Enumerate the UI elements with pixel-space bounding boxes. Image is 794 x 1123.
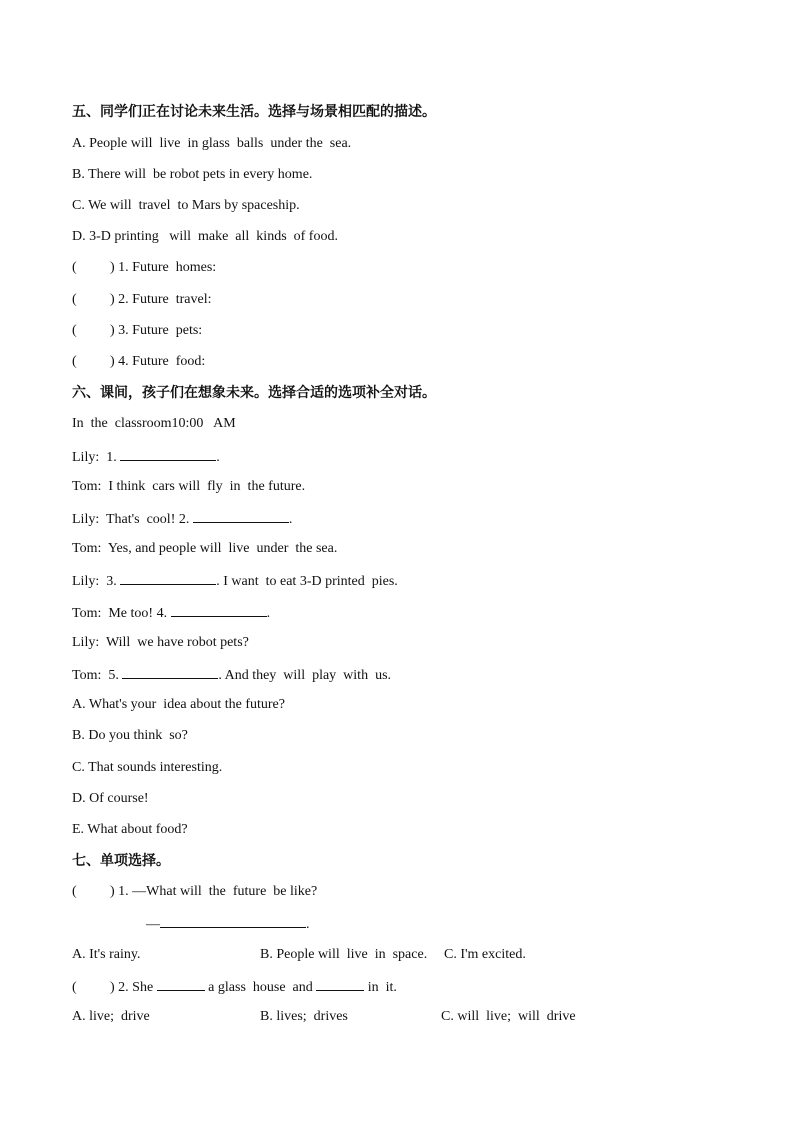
item-text: 4. Future food: <box>118 354 206 369</box>
dialogue-text: Tom: Yes, and people will live under the sea. <box>72 541 338 556</box>
question-1-option-c: C. I'm excited. <box>444 947 526 962</box>
answer-blank[interactable] <box>316 977 364 991</box>
dialogue-line-2 <box>72 478 305 496</box>
dialogue-line-5 <box>72 571 398 591</box>
section-5-option-a: A. People will live in glass balls under the sea. <box>72 136 352 151</box>
section-5-heading: 五、同学们正在讨论未来生活。选择与场景相匹配的描述。 <box>72 104 436 120</box>
answer-bracket-close: ) <box>110 292 115 307</box>
dialogue-text: . <box>266 606 271 621</box>
question-text: a glass house and <box>204 980 317 995</box>
question-2-option-b: B. lives; drives <box>260 1009 348 1024</box>
question-1-answer-line: — . <box>146 914 310 934</box>
question-1-option-a: A. It's rainy. <box>72 947 141 962</box>
question-2-option-a: A. live; drive <box>72 1009 150 1024</box>
answer-blank[interactable] <box>157 977 205 991</box>
section-6-heading: 六、课间，孩子们在想象未来。选择合适的选项补全对话。 <box>72 385 436 401</box>
dialogue-text: Lily: Will we have robot pets? <box>72 635 249 650</box>
question-2-option-c: C. will live; will drive <box>441 1009 576 1024</box>
section-6-option-c: C. That sounds interesting. <box>72 760 223 775</box>
dialogue-text: Tom: I think cars will fly in the future. <box>72 479 306 494</box>
section-5-option-c: C. We will travel to Mars by spaceship. <box>72 198 300 213</box>
dialogue-line-4 <box>72 540 337 558</box>
dialogue-text: . I want to eat 3-D printed pies. <box>216 574 398 589</box>
answer-bracket-open: ( <box>72 884 77 899</box>
question-text: 1. —What will the future be like? <box>118 884 318 899</box>
dialogue-text: . And they will play with us. <box>218 668 392 683</box>
dialogue-line-3 <box>72 509 292 529</box>
answer-blank[interactable] <box>120 571 216 585</box>
answer-bracket-close: ) <box>110 323 115 338</box>
answer-bracket-close: ) <box>110 884 115 899</box>
section-5-item-4 <box>72 353 205 371</box>
answer-blank[interactable] <box>120 447 216 461</box>
question-text: in it. <box>364 980 397 995</box>
section-6-option-a: A. What's your idea about the future? <box>72 697 285 712</box>
answer-bracket-close: ) <box>110 980 115 995</box>
answer-blank[interactable] <box>171 603 267 617</box>
answer-bracket-close: ) <box>110 260 115 275</box>
dialogue-text: Lily: 1. <box>72 450 121 465</box>
question-1-option-b: B. People will live in space. <box>260 947 428 962</box>
item-text: 3. Future pets: <box>118 323 203 338</box>
dialogue-text: . <box>288 512 293 527</box>
answer-bracket-open: ( <box>72 980 77 995</box>
dialogue-text: Tom: Me too! 4. <box>72 606 171 621</box>
dialogue-text: Lily: 3. <box>72 574 121 589</box>
dialogue-line-7 <box>72 634 249 652</box>
section-5-item-1 <box>72 259 216 277</box>
section-7-heading: 七、单项选择。 <box>72 853 170 869</box>
section-6-option-d: D. Of course! <box>72 791 149 806</box>
answer-bracket-open: ( <box>72 354 77 369</box>
item-text: 2. Future travel: <box>118 292 212 307</box>
answer-dash: — <box>146 917 160 932</box>
section-5-option-d: D. 3-D printing will make all kinds of food. <box>72 229 338 244</box>
dialogue-line-6 <box>72 603 270 623</box>
dialogue-text: . <box>216 450 220 465</box>
dialogue-line-8 <box>72 665 391 685</box>
answer-blank[interactable] <box>160 914 306 928</box>
answer-bracket-open: ( <box>72 323 77 338</box>
section-5-item-2 <box>72 291 211 309</box>
section-6-option-b: B. Do you think so? <box>72 728 188 743</box>
dialogue-line-1 <box>72 447 220 467</box>
answer-bracket-open: ( <box>72 292 77 307</box>
question-1 <box>72 883 317 901</box>
question-text: 2. She <box>118 980 157 995</box>
dialogue-text: Lily: That's cool! 2. <box>72 512 193 527</box>
answer-bracket-open: ( <box>72 260 77 275</box>
section-6-scene: In the classroom10:00 AM <box>72 416 236 431</box>
answer-blank[interactable] <box>193 509 289 523</box>
section-5-item-3 <box>72 322 202 340</box>
answer-blank[interactable] <box>122 665 218 679</box>
answer-bracket-close: ) <box>110 354 115 369</box>
question-2 <box>72 977 397 997</box>
item-text: 1. Future homes: <box>118 260 217 275</box>
section-6-option-e: E. What about food? <box>72 822 188 837</box>
dialogue-text: Tom: 5. <box>72 668 123 683</box>
section-5-option-b: B. There will be robot pets in every home. <box>72 167 313 182</box>
